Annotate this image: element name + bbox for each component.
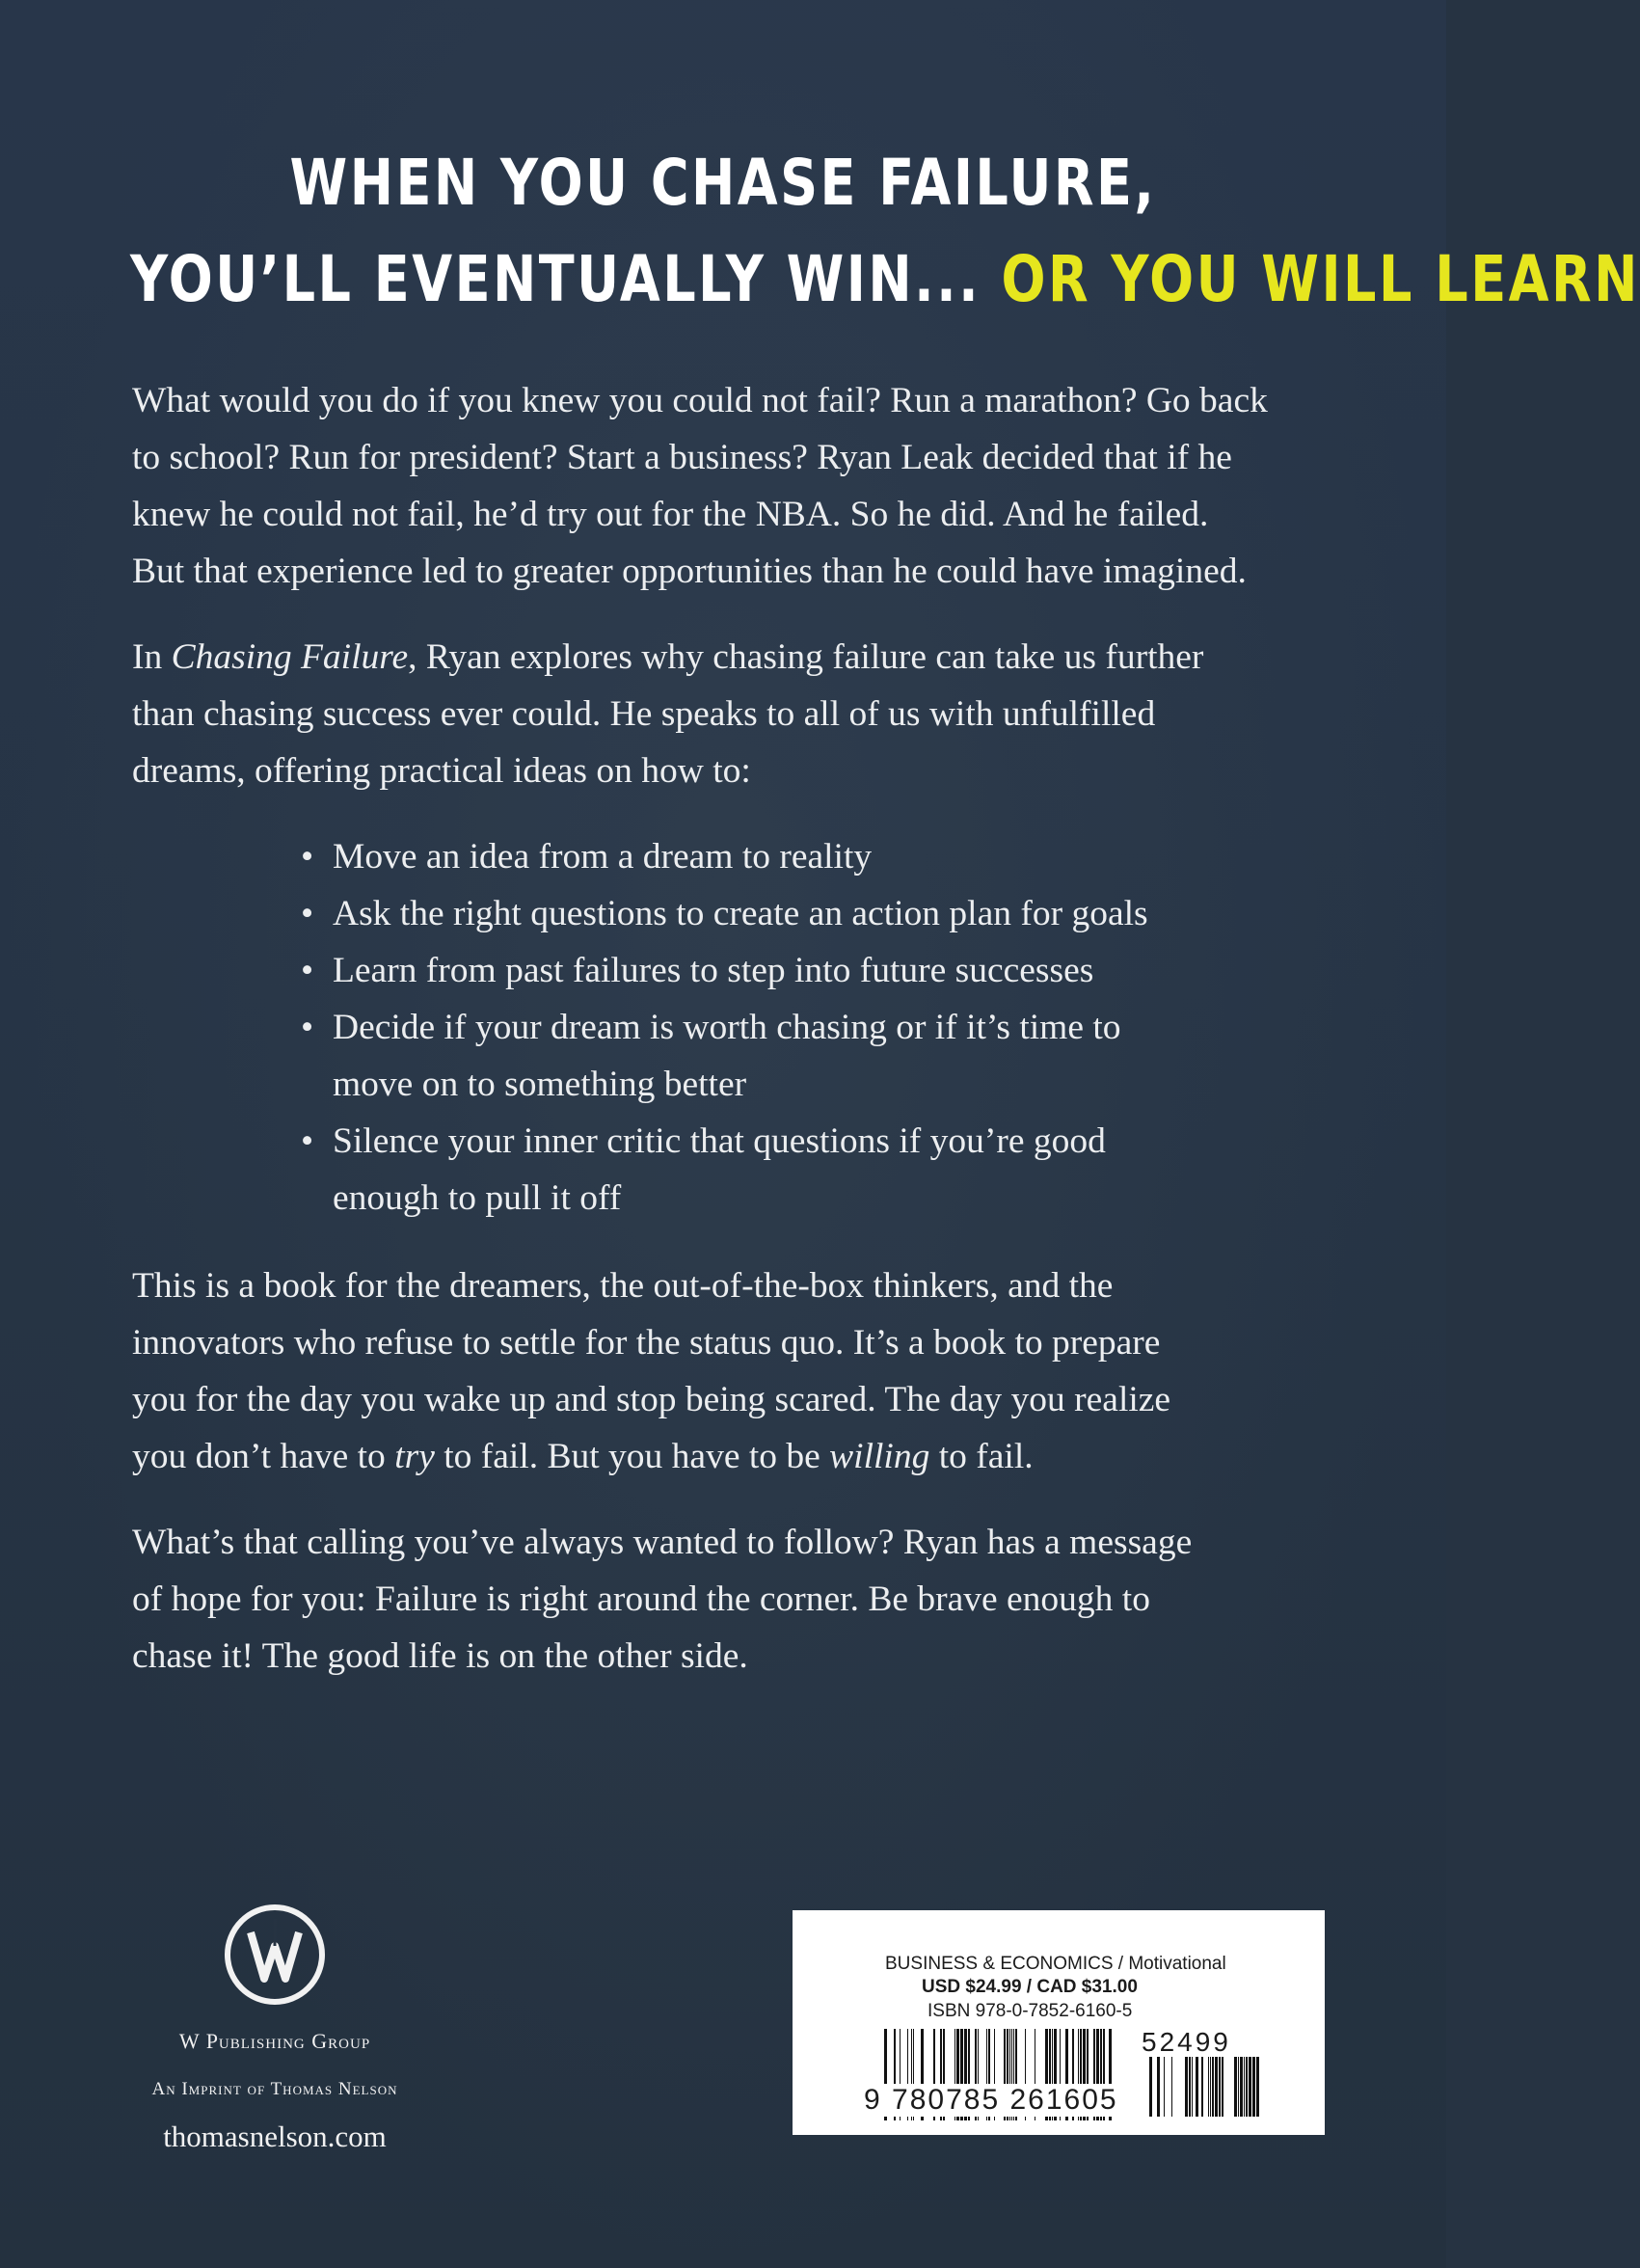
headline-line-2 xyxy=(130,231,1640,328)
paragraph-1-line: knew he could not fail, he’d try out for the NBA. So he did. And he failed. xyxy=(132,495,1209,534)
headline-accent: OR YOU WILL LEARN xyxy=(1001,242,1640,316)
paragraph-2-line xyxy=(132,629,1337,686)
barcode-bar xyxy=(1201,2057,1203,2117)
barcode-bar xyxy=(1185,2057,1188,2117)
barcode-bar xyxy=(1234,2057,1237,2117)
paragraph-2-pre: In xyxy=(132,637,172,677)
headline-line-2-white: YOU’LL EVENTUALLY WIN... xyxy=(130,242,981,316)
emphasis-try: try xyxy=(394,1437,435,1476)
barcode-bar xyxy=(1246,2057,1248,2117)
bullet-item xyxy=(301,942,1337,999)
paragraph-1-line: What would you do if you knew you could not fail? Run a marathon? Go back xyxy=(132,381,1268,420)
bullet-item xyxy=(301,828,1337,885)
barcode-label xyxy=(793,1910,1325,2135)
barcode-bar xyxy=(1240,2057,1243,2117)
paragraph-1-line: But that experience led to greater opportunities than he could have imagined. xyxy=(132,552,1247,591)
barcode-bar xyxy=(1219,2057,1221,2117)
publisher-block xyxy=(116,1902,434,2154)
headline-line-1: WHEN YOU CHASE FAILURE, xyxy=(289,146,1157,220)
paragraph-3-line xyxy=(132,1428,1337,1485)
emphasis-willing: willing xyxy=(829,1437,930,1476)
barcode-bar xyxy=(1249,2057,1251,2117)
publisher-url: thomasnelson.com xyxy=(163,2120,387,2153)
bullet-list xyxy=(132,828,1337,1227)
paragraph-3 xyxy=(132,1257,1337,1485)
paragraph-3-line: you for the day you wake up and stop being scared. The day you realize xyxy=(132,1380,1171,1419)
book-title: Chasing Failure xyxy=(171,637,409,677)
barcode-bar xyxy=(1252,2057,1255,2117)
barcode-bar xyxy=(1215,2057,1218,2117)
barcode-bar xyxy=(1244,2057,1245,2117)
publisher-logo-icon xyxy=(222,1902,328,2008)
bullet-item xyxy=(301,885,1337,942)
paragraph-2-line: dreams, offering practical ideas on how to: xyxy=(132,751,751,791)
bullet-line: • Learn from past failures to step into future successes xyxy=(333,951,1094,990)
paragraph-2-line: than chasing success ever could. He speaks to all of us with unfulfilled xyxy=(132,694,1156,734)
book-category: BUSINESS & ECONOMICS / Motivational xyxy=(885,1954,1226,1974)
barcode-bar xyxy=(1222,2057,1223,2117)
publisher-imprint: An Imprint of Thomas Nelson xyxy=(151,2079,398,2099)
blurb xyxy=(132,372,1337,1714)
barcode-bar xyxy=(1192,2057,1193,2117)
paragraph-4 xyxy=(132,1514,1337,1685)
headline xyxy=(130,135,1640,328)
paragraph-3-text: to fail. But you have to be xyxy=(434,1437,830,1476)
publisher-name: W Publishing Group xyxy=(178,2029,371,2053)
barcode-bar xyxy=(1164,2057,1165,2117)
barcode-bar xyxy=(1256,2057,1259,2117)
bullet-item xyxy=(301,1113,1337,1227)
barcode-addon-digits: 52499 xyxy=(1142,2027,1231,2057)
paragraph-4-line: What’s that calling you’ve always wanted to follow? Ryan has a message xyxy=(132,1523,1193,1562)
book-price: USD $24.99 / CAD $31.00 xyxy=(922,1977,1138,1997)
paragraph-3-text: you don’t have to xyxy=(132,1437,395,1476)
paragraph-1-line: to school? Run for president? Start a business? Ryan Leak decided that if he xyxy=(132,438,1232,477)
bullet-line: • Silence your inner critic that questions if you’re good xyxy=(333,1121,1106,1161)
barcode-bar xyxy=(1189,2057,1191,2117)
paragraph-2 xyxy=(132,629,1337,799)
barcode-bar xyxy=(1210,2057,1211,2117)
bullet-line: enough to pull it off xyxy=(333,1178,622,1218)
barcode-bar xyxy=(1171,2057,1172,2117)
barcode-bar xyxy=(1149,2057,1152,2117)
barcode-addon xyxy=(1149,2057,1263,2117)
barcode-bar xyxy=(1238,2057,1239,2117)
book-isbn: ISBN 978-0-7852-6160-5 xyxy=(928,2001,1133,2021)
barcode-bar xyxy=(1212,2057,1214,2117)
bullet-line: move on to something better xyxy=(333,1065,747,1104)
barcode-main-digits: 9 780785 261605 xyxy=(860,2084,1122,2117)
bullet-line: • Move an idea from a dream to reality xyxy=(333,837,873,877)
barcode-bar xyxy=(1196,2057,1198,2117)
paragraph-3-line: This is a book for the dreamers, the out-of-the-box thinkers, and the xyxy=(132,1266,1114,1306)
barcode-bar xyxy=(1208,2057,1209,2117)
paragraph-2-post: , Ryan explores why chasing failure can take us further xyxy=(408,637,1204,677)
paragraph-3-text: to fail. xyxy=(929,1437,1034,1476)
bullet-line: • Decide if your dream is worth chasing or if it’s time to xyxy=(333,1008,1121,1047)
bullet-item xyxy=(301,999,1337,1113)
paragraph-3-line: innovators who refuse to settle for the status quo. It’s a book to prepare xyxy=(132,1323,1161,1363)
bullet-line: • Ask the right questions to create an action plan for goals xyxy=(333,894,1148,933)
paragraph-1 xyxy=(132,372,1337,600)
paragraph-4-line: of hope for you: Failure is right around the corner. Be brave enough to xyxy=(132,1580,1150,1619)
paragraph-4-line: chase it! The good life is on the other side. xyxy=(132,1636,748,1676)
barcode-bar xyxy=(1157,2057,1160,2117)
